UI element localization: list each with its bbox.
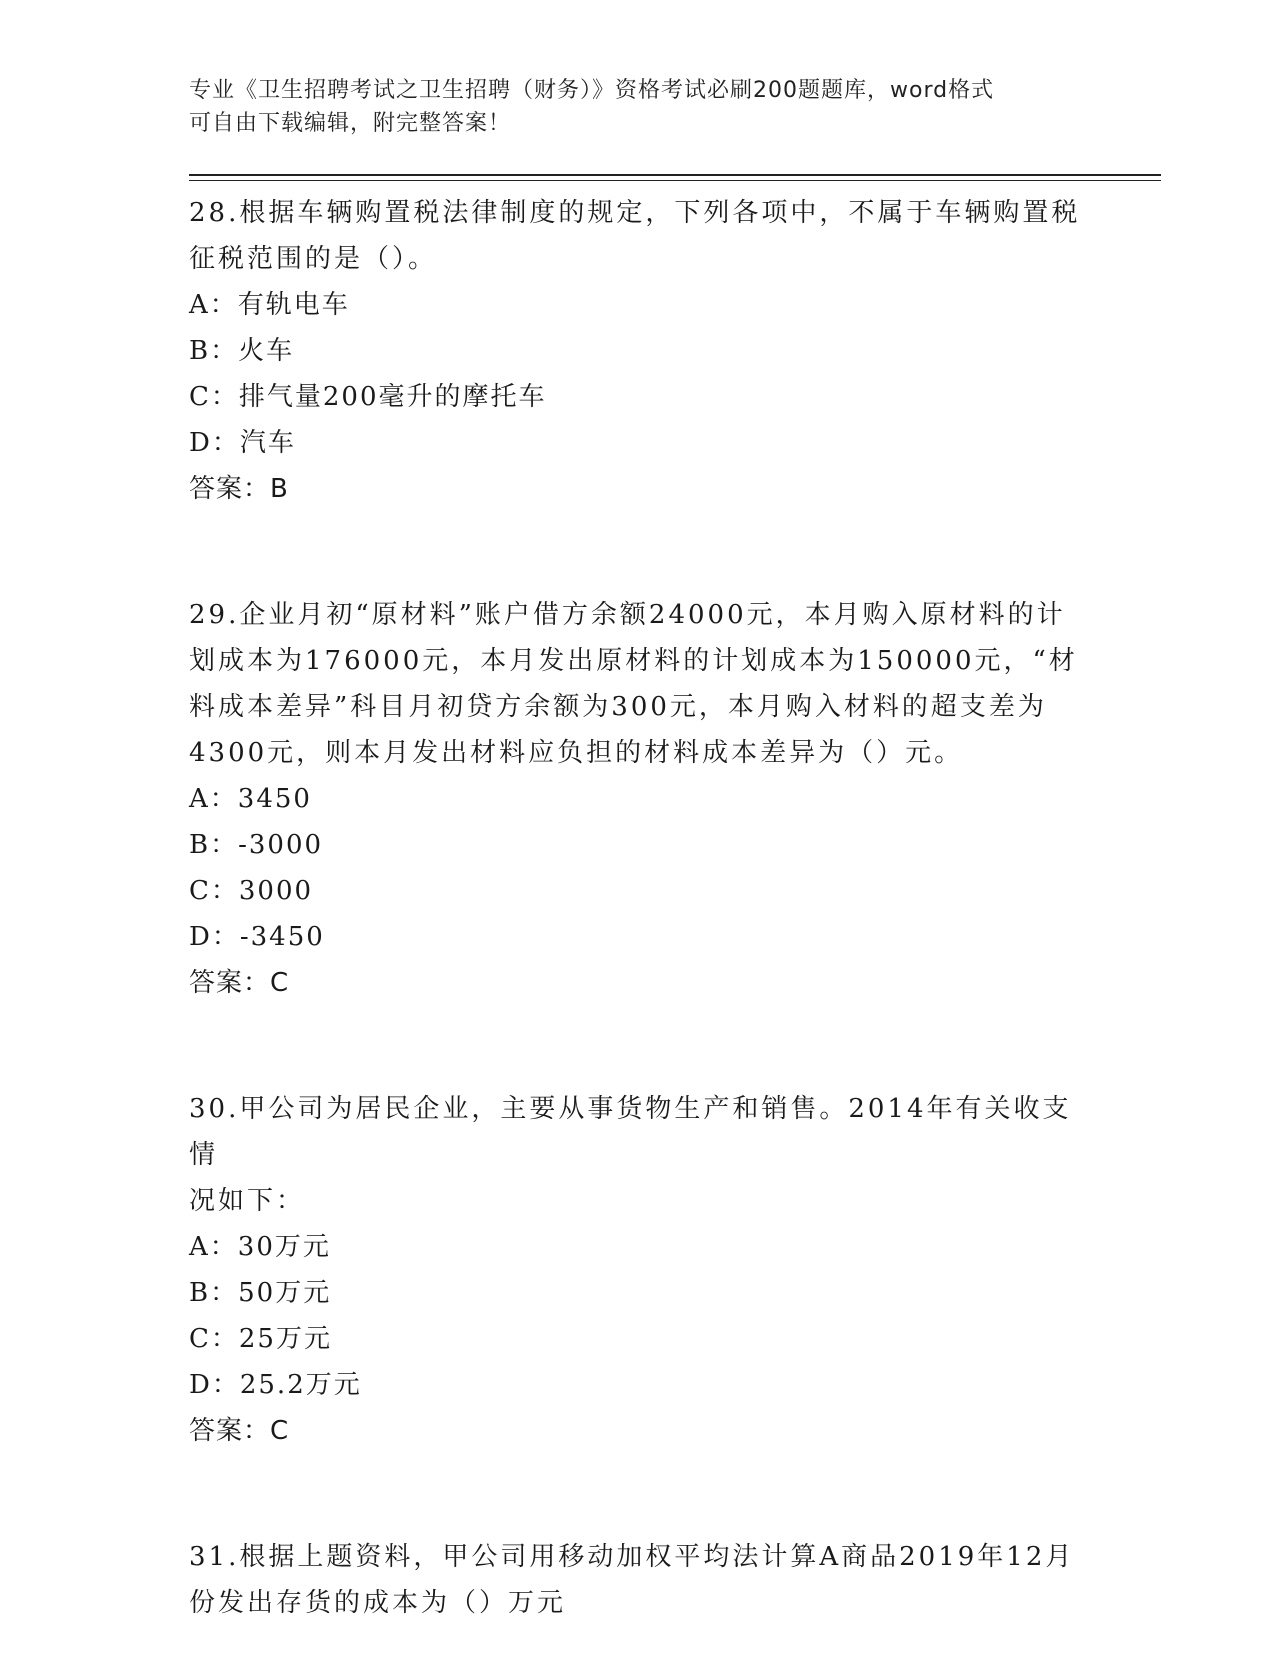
option-a: A：有轨电车 [189,290,350,320]
option-a: A：30万元 [189,1232,331,1262]
question-stem-line: 份发出存货的成本为（）万元 [189,1588,567,1618]
header-rule-thick [189,174,1161,176]
question-stem-line: 4300元，则本月发出材料应负担的材料成本差异为（）元。 [189,738,964,768]
question-stem-line: 28.根据车辆购置税法律制度的规定，下列各项中，不属于车辆购置税 [189,198,1081,228]
header-line-2: 可自由下载编辑，附完整答案！ [189,111,512,136]
header-rule-thin [189,180,1161,181]
question-31 [189,1534,1089,1626]
option-d: D：汽车 [189,428,296,458]
question-stem-line: 划成本为176000元，本月发出原材料的计划成本为150000元，“材 [189,646,1078,676]
option-d: D：-3450 [189,922,325,952]
option-c: C：3000 [189,876,314,906]
answer-line: 答案：B [189,474,289,504]
option-b: B：50万元 [189,1278,332,1308]
question-gap [189,548,1089,592]
answer-line: 答案：C [189,1416,290,1446]
question-28 [189,190,1089,512]
question-stem-line: 30.甲公司为居民企业，主要从事货物生产和销售。2014年有关收支情 [189,1094,1072,1170]
question-29 [189,592,1089,1006]
option-b: B：火车 [189,336,295,366]
question-stem-line: 29.企业月初“原材料”账户借方余额24000元，本月购入原材料的计 [189,600,1066,630]
question-stem-line: 料成本差异”科目月初贷方余额为300元，本月购入材料的超支差为 [189,692,1047,722]
question-gap [189,1490,1089,1534]
option-c: C：25万元 [189,1324,332,1354]
question-stem-line: 征税范围的是（）。 [189,244,438,274]
option-d: D：25.2万元 [189,1370,362,1400]
question-stem-line: 况如下： [189,1186,306,1216]
question-30 [189,1086,1089,1454]
question-stem-line: 31.根据上题资料，甲公司用移动加权平均法计算A商品2019年12月 [189,1542,1075,1572]
option-b: B：-3000 [189,830,324,860]
header-line-1: 专业《卫生招聘考试之卫生招聘（财务）》资格考试必刷200题题库，word格式 [189,78,995,103]
option-c: C：排气量200毫升的摩托车 [189,382,547,412]
option-a: A：3450 [189,784,312,814]
question-list [189,190,1089,1662]
document-header [189,74,1089,140]
answer-line: 答案：C [189,968,290,998]
question-gap [189,1042,1089,1086]
